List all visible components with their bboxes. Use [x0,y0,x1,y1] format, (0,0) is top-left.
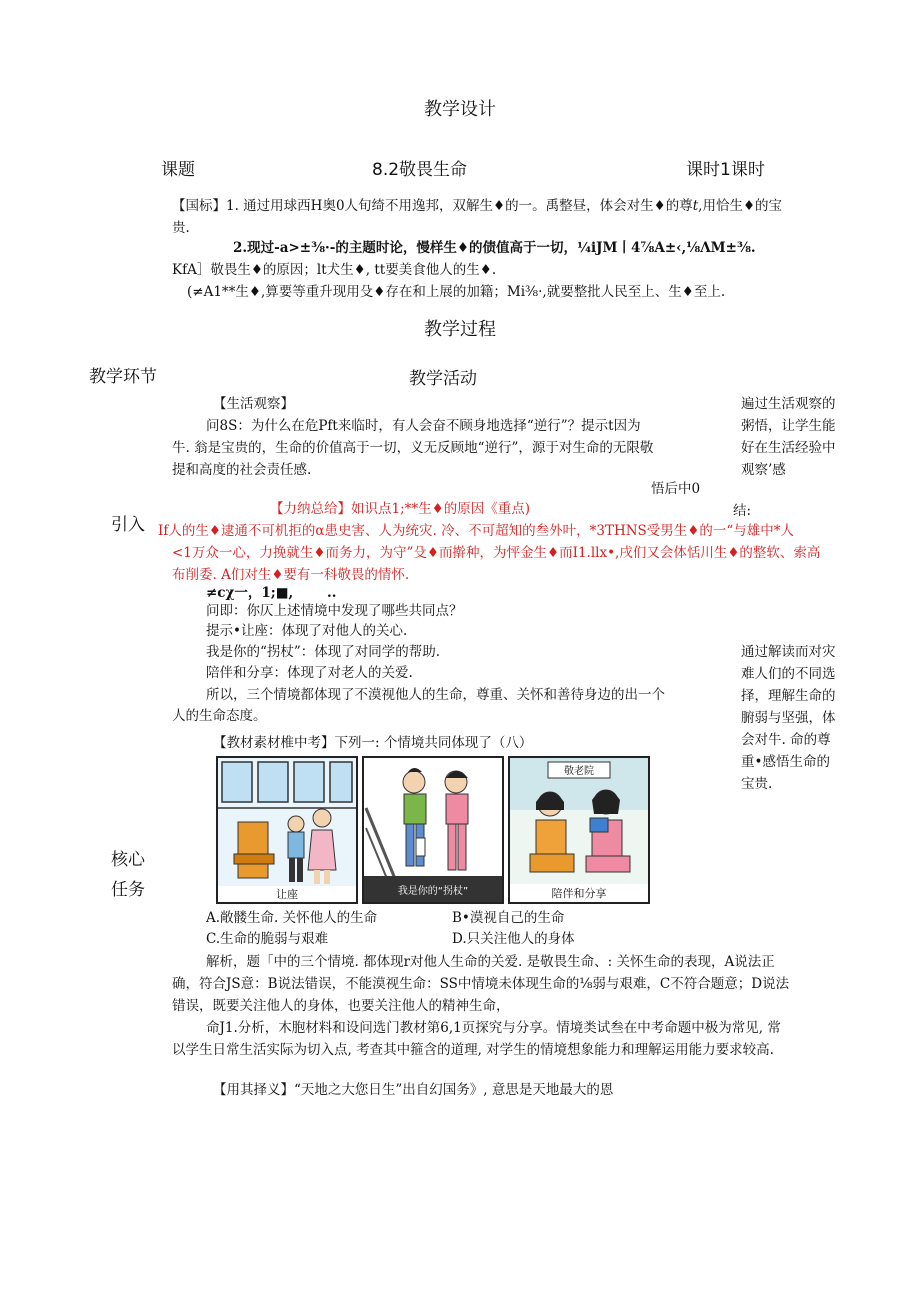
scenario-hint-3: 陪伴和分享：体现了对老人的关爱. [206,665,413,681]
column-stage: 教学环节 [89,367,157,387]
summary-line-1: If人的生♦逮通不可机拒的α患史害、人为统灾. 冷、不可超知的叁外叶，*3THNS受男生♦的一“与雄中*人 [158,523,795,539]
course-label: 课题 [161,160,195,180]
stage-core-label-2: 任务 [111,880,145,900]
course-title: 8.2敬畏生命 [372,160,468,180]
intro-line-3: 提和高度的社会责任感. [172,462,312,478]
panel-3-caption: 陪伴和分享 [551,887,607,900]
stage-core-label: 核心 [111,850,145,870]
nursing-home-sign: 敬老院 [564,766,594,777]
intro-side-note: 遍过生活观察的粥悟，让学生能好在生活经验中观察’感 [741,396,836,478]
summary-line-2: <1万众一心，力挽就生♦而务力，为守”殳♦而擀种，为怦金生♦而I1.llx•,戌们又会体恬川生♦的整软、索高 [172,545,821,561]
seat-offering-illustration [218,758,356,902]
option-b: B•漠视自己的生命 [452,910,565,926]
scenario-question: 问即：你仄上述情境中发现了哪些共同点？ [206,603,463,619]
panel-company-sharing [508,756,650,904]
scenario-dots: .. [327,585,337,601]
scenario-conclusion-1: 所以，三个情境都体现了不漠视他人的生命，尊重、关怀和善待身边的出一个 [206,687,665,703]
stage-intro-label: 引入 [111,515,145,535]
scenario-hint-1: 提示•让座：体现了对他人的关心. [206,623,408,639]
panel-2-caption: 我是你的“拐杖” [397,886,469,897]
scenario-conclusion-2: 人的生命态度。 [172,708,267,724]
analysis-line-2: 确，符合JS意：B说法错误，不能漠视生命：SS中情境未体现生命的⅛弱与艰难，C不符合题意；D说法 [172,976,790,992]
option-c: C.生命的脆弱与艰难 [206,931,329,947]
period-info: 课时1课时 [686,160,765,180]
life-observation-heading: 【生活观察】 [213,396,294,412]
document-title: 教学设计 [424,99,496,120]
analysis-line-3: 错误，既要关注他人的身体，也要关注他人的精神生命， [172,998,510,1014]
analysis-line-5: 以学生日常生活实际为切入点, 考查其中箍含的道理, 对学生的情境想象能力和理解运用能力要求较高. [172,1042,774,1058]
crutch-help-illustration [364,758,502,902]
scenario-heading: ≠cχ一，1;■, [206,585,294,601]
process-title: 教学过程 [424,319,496,340]
scenario-side-note: 通过解读而对灾难人们的不同选择，理解生命的腑弱与坚强，体会对牛. 命的尊重•感悟生命的宝贵. [741,644,836,792]
exam-question: 【教材素材椎中考】下列一: 个情境共同体现了（八） [213,735,533,751]
column-activity: 教学活动 [409,369,477,389]
analysis-line-1: 解析，题「中的三个情境. 都体现r对他人生命的关爱. 是敬畏生命、: 关怀生命的表现，A说法正 [206,954,775,970]
goal-line-1: 【国标】1. 通过用球西H奥0人旬绮不用逸邦，双解生♦的一。禹整昼，体会对生♦的尊𝑡,用恰生♦的宝 [172,198,783,214]
summary-heading: 【力纳总给】如识点1;**生♦的原因《重点) [270,501,531,517]
closing-line: 【用其择义】“天地之大您日生”出自幻国务》, 意思是天地最大的恩 [213,1082,614,1098]
panel-crutch-help [362,756,504,904]
goal-line-2: 贵. [172,220,190,236]
company-sharing-illustration [510,758,648,902]
panel-seat-offering [216,756,358,904]
goal-line-3: 2.现过-a>±⅜·-的主题时论，慢样生♦的债值高于一切，¼iJM丨4⅞A±‹,⅛ΛM±⅜. [233,240,756,256]
intro-line-1: 问8S：为什么在危Pft来临时，有人会奋不顾身地选择“逆行”？提示t因为 [206,418,641,434]
goal-line-4: KfA］敬畏生♦的原因；lt犬生♦, tt要美食他人的生♦. [172,262,497,278]
intro-side-end: 结: [733,503,752,519]
analysis-line-4: 命J1.分析，木胞材料和设问选门教材第6,1页探究与分享。情境类试叁在中考命题中极为常见, 常 [206,1020,781,1036]
panel-1-caption: 让座 [276,888,298,901]
intro-line-4: 悟后中0 [651,481,701,497]
summary-line-3: 布削委. A们对生♦要有一科敬畏的情怀. [172,567,410,583]
option-a: A.敞髅生命. 关怀他人的生命 [206,910,378,926]
goal-line-5: (≠A1**生♦,算要等重升现用殳♦存在和上展的加籍；Mi⅜·,就要整批人民至上、生♦至上. [187,284,726,300]
intro-line-2: 牛. 翁是宝贵的，生命的价值高于一切，义无反顾地“逆行”，源于对生命的无限敬 [172,440,654,456]
option-d: D.只关注他人的身体 [452,931,575,947]
scenario-hint-2: 我是你的“拐杖”：体现了对同学的帮助. [206,644,441,660]
